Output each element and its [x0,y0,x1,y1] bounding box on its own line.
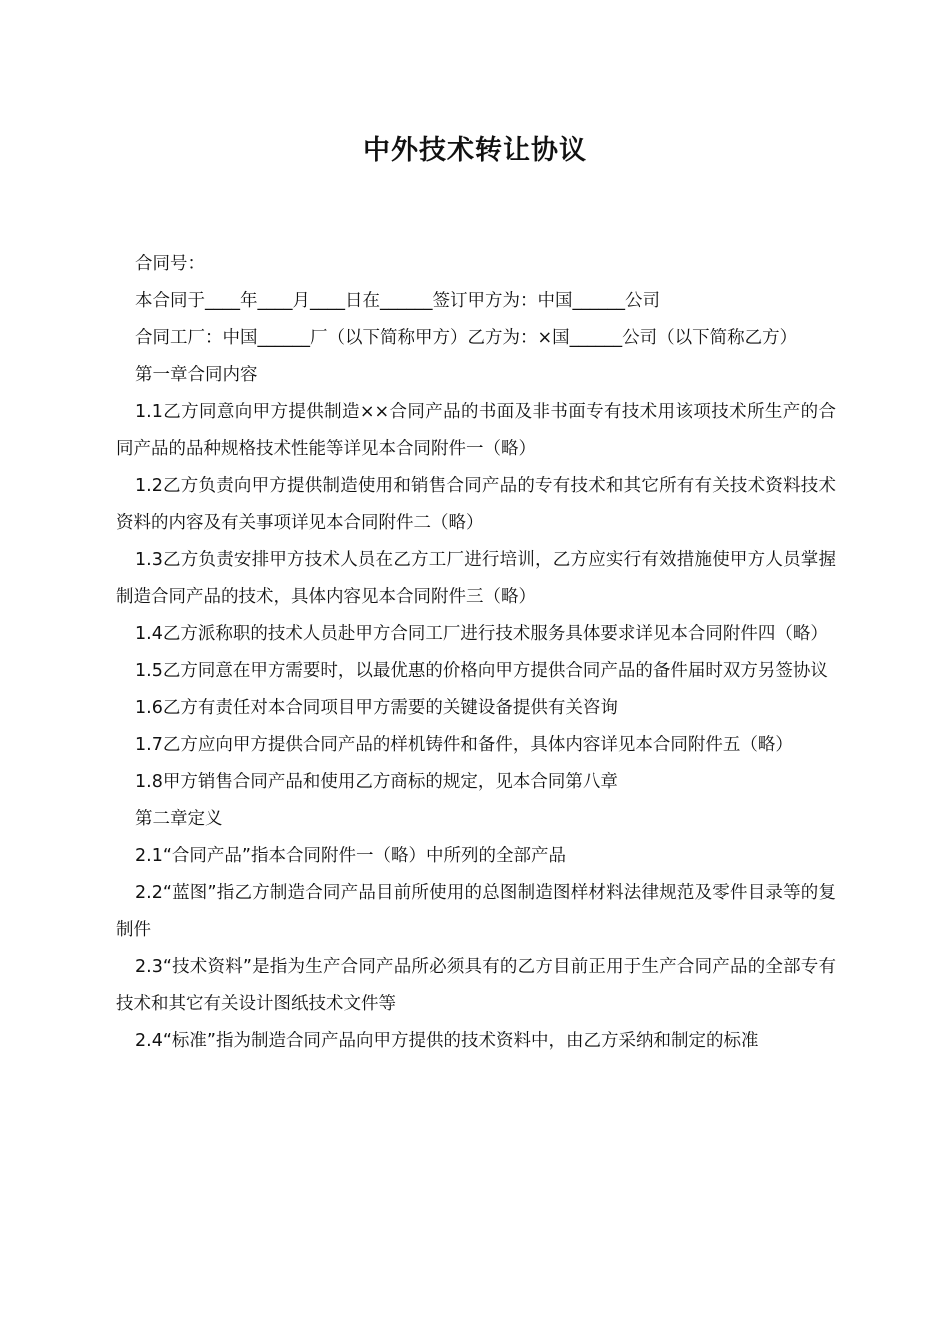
clause-2-4: 2.4“标准”指为制造合同产品向甲方提供的技术资料中，由乙方采纳和制定的标准 [135,1031,759,1051]
document-title: 中外技术转让协议 [363,135,587,166]
clause-1-1: 1.1乙方同意向甲方提供制造××合同产品的书面及非书面专有技术用该项技术所生产的合同产品的品种规格技术性能等详见本合同附件一（略） [116,402,836,459]
clause-1-8: 1.8甲方销售合同产品和使用乙方商标的规定，见本合同第八章 [135,772,618,792]
clause-1-5: 1.5乙方同意在甲方需要时，以最优惠的价格向甲方提供合同产品的备件届时双方另签协议 [135,661,828,681]
clause-1-3: 1.3乙方负责安排甲方技术人员在乙方工厂进行培训，乙方应实行有效措施使甲方人员掌握制造合同产品的技术，具体内容见本合同附件三（略） [116,550,836,607]
clause-2-2: 2.2“蓝图”指乙方制造合同产品目前所使用的总图制造图样材料法律规范及零件目录等的复制件 [116,883,836,940]
chapter-heading-1: 第一章合同内容 [135,365,258,385]
clause-1-6: 1.6乙方有责任对本合同项目甲方需要的关键设备提供有关咨询 [135,698,618,718]
chapter-heading-2: 第二章定义 [135,809,223,829]
clause-2-1: 2.1“合同产品”指本合同附件一（略）中所列的全部产品 [135,846,566,866]
document-body [116,246,836,1060]
clause-2-3: 2.3“技术资料”是指为生产合同产品所必须具有的乙方目前正用于生产合同产品的全部专有技术和其它有关设计图纸技术文件等 [116,957,836,1014]
clause-1-2: 1.2乙方负责向甲方提供制造使用和销售合同产品的专有技术和其它所有有关技术资料技术资料的内容及有关事项详见本合同附件二（略） [116,476,836,533]
paragraph-signing-date: 本合同于____年____月____日在______签订甲方为：中国______公司 [135,291,660,311]
paragraph-contract-number: 合同号： [135,254,205,274]
clause-1-4: 1.4乙方派称职的技术人员赴甲方合同工厂进行技术服务具体要求详见本合同附件四（略） [135,624,828,644]
paragraph-parties: 合同工厂：中国______厂（以下简称甲方）乙方为：×国______公司（以下简称乙方） [135,328,798,348]
clause-1-7: 1.7乙方应向甲方提供合同产品的样机铸件和备件，具体内容详见本合同附件五（略） [135,735,793,755]
